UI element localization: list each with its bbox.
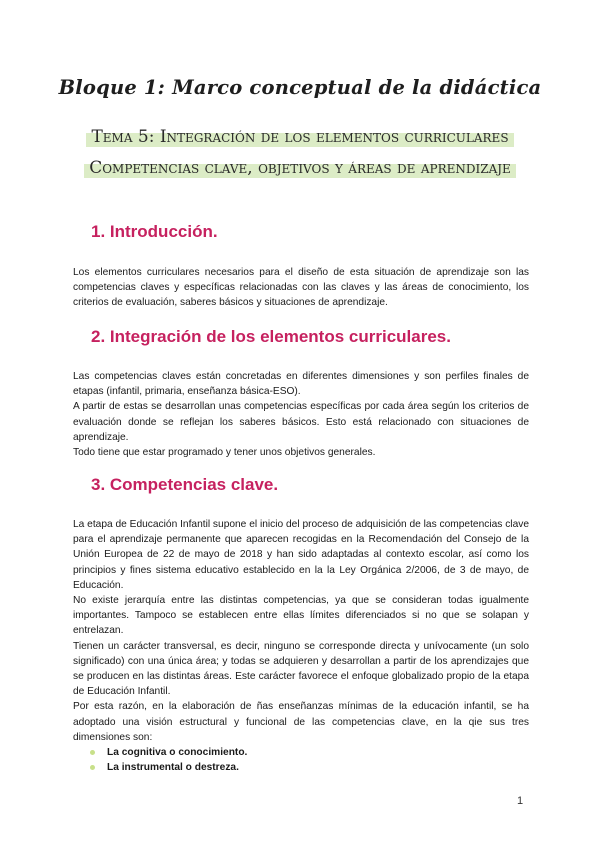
paragraph: A partir de estas se desarrollan unas competencias específicas por cada área según los criterios de evaluación donde se reflejan los saberes básicos. Esto está relacionado con situaciones de aprendizaje. bbox=[73, 401, 529, 443]
topic-title-1-box bbox=[86, 127, 513, 147]
topic-title-line-2 bbox=[0, 158, 600, 178]
section-body-introduccion bbox=[73, 265, 529, 311]
list-item bbox=[73, 745, 529, 760]
topic-title-line-1 bbox=[0, 127, 600, 147]
section-heading-integracion: 2. Integración de los elementos curriculares. bbox=[91, 327, 451, 346]
bullet-dot-icon bbox=[90, 750, 95, 755]
block-title-container bbox=[0, 76, 600, 99]
topic-title-2-box bbox=[84, 158, 516, 178]
paragraph: La etapa de Educación Infantil supone el inicio del proceso de adquisición de las competencias clave para el aprendizaje permanente que aparecen recogidas en la Recomendación del Consejo de la Unión Europea de 22 de mayo de 2018 y han sido adaptadas al contexto escolar, así como los principios y fines sistema educativo establecido en la la Ley Orgánica 2/2006, de 3 de mayo, de Educación. bbox=[73, 519, 529, 591]
paragraph: No existe jerarquía entre las distintas competencias, ya que se consideran todas igualmente importantes. Tampoco se establecen entre ellas límites diferenciados si no que se solapan y entrelazan. bbox=[73, 595, 529, 637]
list-item bbox=[73, 760, 529, 775]
dimensions-list bbox=[73, 745, 529, 775]
paragraph: Las competencias claves están concretadas en diferentes dimensiones y son perfiles finales de etapas (infantil, primaria, enseñanza básica-ESO). bbox=[73, 371, 529, 398]
block-title-text: Bloque 1: Marco conceptual de la didáctica bbox=[58, 76, 542, 99]
list-item-text: La cognitiva o conocimiento. bbox=[107, 747, 248, 759]
bullet-dot-icon bbox=[90, 765, 95, 770]
paragraph: Tienen un carácter transversal, es decir, ninguno se corresponde directa y unívocamente (un solo significado) con una única área; y todas se adquieren y desarrollan a partir de los aprendizajes que se producen en las distintas áreas. Este carácter favorece el enfoque globalizado propio de la etapa de Educación Infantil. bbox=[73, 640, 529, 698]
section-body-competencias bbox=[73, 517, 529, 775]
block-title bbox=[53, 76, 548, 99]
paragraph: Todo tiene que estar programado y tener unos objetivos generales. bbox=[73, 447, 376, 459]
page-number: 1 bbox=[517, 795, 524, 807]
section-heading-competencias: 3. Competencias clave. bbox=[91, 475, 279, 494]
topic-title-2-text: Competencias clave, objetivos y áreas de aprendizaje bbox=[89, 158, 511, 178]
paragraph: Los elementos curriculares necesarios para el diseño de esta situación de aprendizaje son las competencias claves y específicas relacionadas con las claves y las áreas de conocimiento, los criterios de evaluación, saberes básicos y situaciones de aprendizaje. bbox=[73, 267, 529, 309]
list-item-text: La instrumental o destreza. bbox=[107, 762, 239, 774]
topic-title-1-text: Tema 5: Integración de los elementos curriculares bbox=[91, 127, 509, 147]
section-body-integracion bbox=[73, 369, 529, 460]
paragraph: Por esta razón, en la elaboración de ñas enseñanzas mínimas de la educación infantil, se ha adoptado una visión estructural y funcional de las competencias clave, en la qie sus tres dimensiones son: bbox=[73, 701, 529, 743]
section-heading-introduccion: 1. Introducción. bbox=[91, 222, 218, 241]
